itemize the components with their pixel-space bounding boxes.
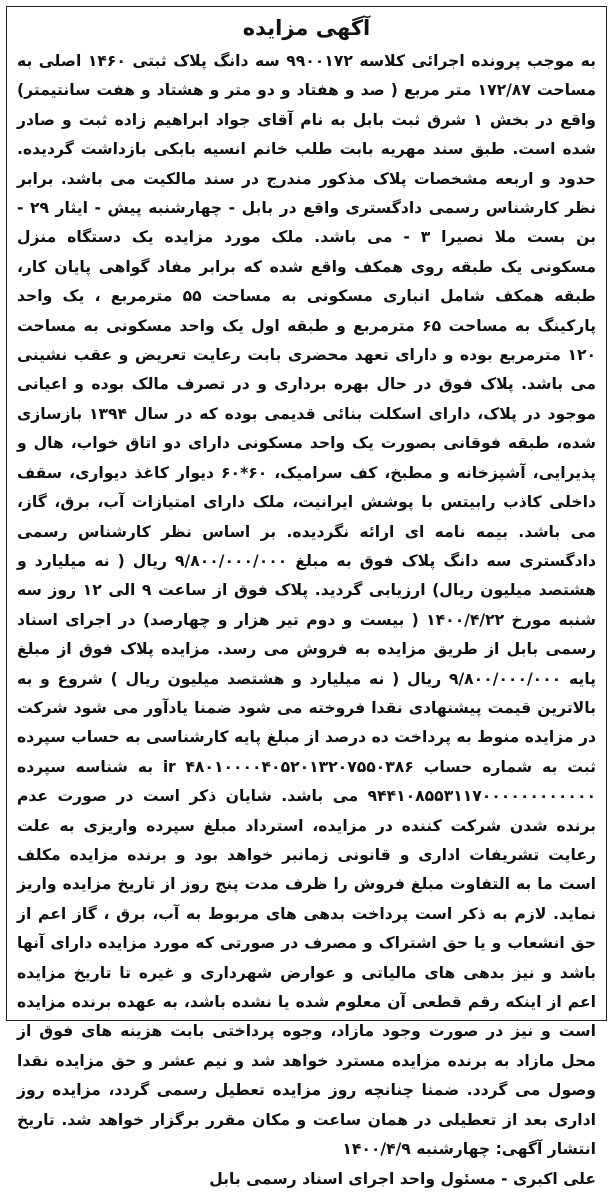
notice-signature: علی اکبری - مسئول واحد اجرای اسناد رسمی بابل bbox=[209, 1170, 596, 1189]
notice-title: آگهی مزایده bbox=[242, 16, 371, 40]
notice-body: به موجب پرونده اجرائی کلاسه ۹۹۰۰۱۷۲ سه دانگ پلاک ثبتی ۱۴۶۰ اصلی به مساحت ۱۷۲/۸۷ متر مربع ( صد و هفتاد و دو متر و هشتاد و هفت سانتیمتر) واقع در بخش ۱ شرق ثبت بابل به نام آقای جواد ابراهیم زاده ثبت و صادر شده است. طبق سند مهریه بابت طلب خانم انسیه بابکی بازداشت گردیده. حدود و اربعه مشخصات پلاک مذکور مندرج در سند مالکیت می باشد. برابر نظر کارشناس رسمی دادگستری واقع در بابل - چهارشنبه پیش - ایثار ۲۹ - بن بست ملا نصیرا ۳ - می باشد. ملک مورد مزایده یک دستگاه منزل مسکونی یک طبقه روی همکف واقع شده که برابر مفاد گواهی پایان کار، طبقه همکف شامل انباری مسکونی به مساحت ۵۵ مترمربع ، یک واحد پارکینگ به مساحت ۶۵ مترمربع و طبقه اول یک واحد مسکونی به مساحت ۱۲۰ مترمربع بوده و دارای تعهد محضری بابت رعایت تعریض و عقب نشینی می باشد. پلاک فوق در حال بهره برداری و در تصرف مالک بوده و اعیانی موجود در پلاک، دارای اسکلت بنائی قدیمی بوده که در سال ۱۳۹۴ بازسازی شده، طبقه فوقانی بصورت یک واحد مسکونی دارای دو اتاق خواب، هال و پذیرایی، آشپزخانه و مطبخ، کف سرامیک، ۶۰*۶۰ دیوار کاغذ دیواری، سقف داخلی کاذب رابیتس با پوشش ایرانیت، ملک دارای امتیازات آب، برق، گاز، می باشد. بیمه نامه ای ارائه نگردیده. بر اساس نظر کارشناس رسمی دادگستری سه دانگ پلاک فوق به مبلغ ۹/۸۰۰/۰۰۰/۰۰۰ ریال ( نه میلیارد و هشتصد میلیون ریال) ارزیابی گردید. پلاک فوق از ساعت ۹ الی ۱۲ روز سه شنبه مورخ ۱۴۰۰/۴/۲۲ ( بیست و دوم تیر هزار و چهارصد) در اجرای اسناد رسمی بابل از طریق مزایده به فروش می رسد. مزایده پلاک فوق از مبلغ پایه ۹/۸۰۰/۰۰۰/۰۰۰ ریال ( نه میلیارد و هشتصد میلیون ریال ) شروع و به بالاترین قیمت پیشنهادی نقدا فروخته می شود ضمنا یادآور می شود شرکت در مزایده منوط به پرداخت ده درصد از مبلغ پایه کارشناسی به حساب سپرده ثبت به شماره حساب ۴۸۰۱۰۰۰۰۴۰۵۲۰۱۳۲۰۷۵۵۰۳۸۶ ir به شناسه سپرده ۹۴۴۱۰۸۵۵۳۱۱۷۰۰۰۰۰۰۰۰۰۰۰۰ می باشد. شایان ذکر است در صورت عدم برنده شدن شرکت کننده در مزایده، استرداد مبلغ سپرده واریزی به علت رعایت تشریفات اداری و قانونی زمانبر خواهد بود و برنده مزایده مکلف است ما به التفاوت مبلغ فروش را ظرف مدت پنج روز از تاریخ مزایده واریز نماید. لازم به ذکر است پرداخت بدهی های مربوط به آب، برق ، گاز اعم از حق انشعاب و یا حق اشتراک و مصرف در صورتی که مورد مزایده دارای آنها باشد و نیز بدهی های مالیاتی و عوارض شهرداری و غیره تا تاریخ مزایده اعم از اینکه رقم قطعی آن معلوم شده یا نشده باشد، به عهده برنده مزایده است و نیز در صورت وجود مازاد، وجوه پرداختی بابت هزینه های فوق از محل مازاد به برنده مزایده مسترد خواهد شد و نیم عشر و حق مزایده نقدا وصول می گردد. ضمنا چنانچه روز مزایده تعطیل رسمی گردد، مزایده روز اداری بعد از تعطیلی در همان ساعت و مکان مقرر برگزار خواهد شد. تاریخ انتشار آگهی: چهارشنبه ۱۴۰۰/۴/۹ bbox=[17, 52, 597, 1159]
auction-notice bbox=[6, 6, 607, 1189]
